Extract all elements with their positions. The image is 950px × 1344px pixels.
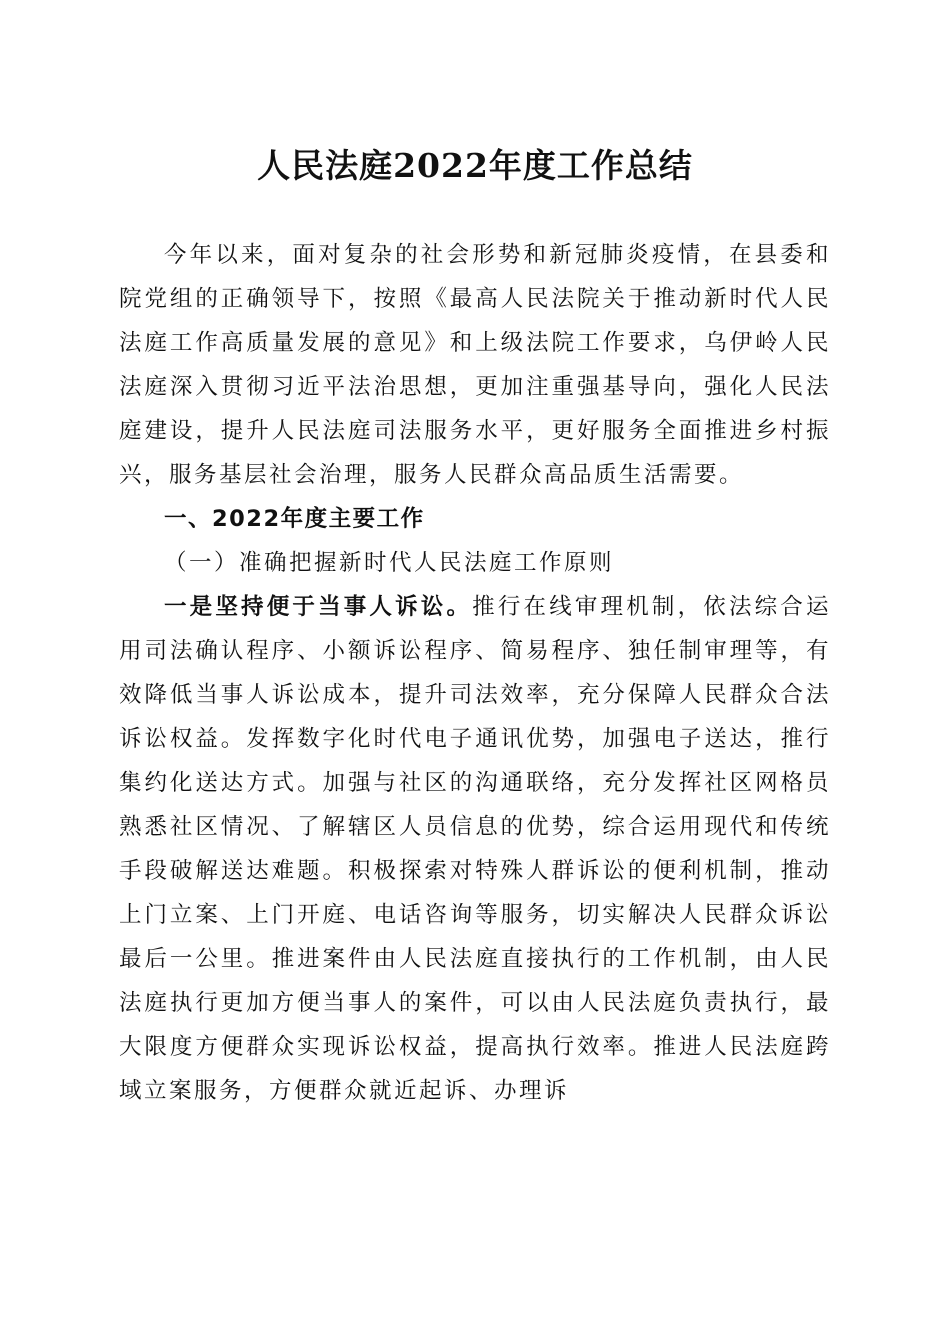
document-body	[119, 233, 831, 1113]
point-lead: 一是坚持便于当事人诉讼。	[164, 594, 473, 620]
point-paragraph	[119, 585, 831, 1113]
section-heading: 一、2022年度主要工作	[164, 506, 425, 532]
intro-paragraph: 今年以来，面对复杂的社会形势和新冠肺炎疫情，在县委和院党组的正确领导下，按照《最高人民法院关于推动新时代人民法庭工作高质量发展的意见》和上级法院工作要求，乌伊岭人民法庭深入贯彻习近平法治思想，更加注重强基导向，强化人民法庭建设，提升人民法庭司法服务水平，更好服务全面推进乡村振兴，服务基层社会治理，服务人民群众高品质生活需要。	[119, 242, 831, 488]
document-title: 人民法庭2022年度工作总结	[257, 146, 693, 185]
point-text: 推行在线审理机制，依法综合运用司法确认程序、小额诉讼程序、简易程序、独任制审理等，有效降低当事人诉讼成本，提升司法效率，充分保障人民群众合法诉讼权益。发挥数字化时代电子通讯优势，加强电子送达，推行集约化送达方式。加强与社区的沟通联络，充分发挥社区网格员熟悉社区情况、了解辖区人员信息的优势，综合运用现代和传统手段破解送达难题。积极探索对特殊人群诉讼的便利机制，推动上门立案、上门开庭、电话咨询等服务，切实解决人民群众诉讼最后一公里。推进案件由人民法庭直接执行的工作机制，由人民法庭执行更加方便当事人的案件，可以由人民法庭负责执行，最大限度方便群众实现诉讼权益，提高执行效率。推进人民法庭跨域立案服务，方便群众就近起诉、办理诉	[119, 594, 831, 1104]
subsection-heading: （一）准确把握新时代人民法庭工作原则	[164, 550, 615, 576]
